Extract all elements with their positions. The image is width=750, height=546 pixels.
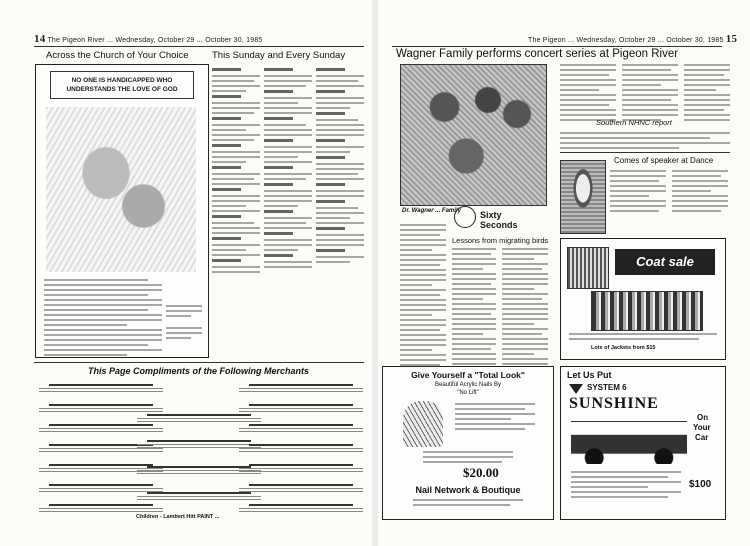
speaker-text-col-2	[672, 170, 728, 215]
coat-ad-caption: Lots of Jackets from $15	[591, 345, 656, 351]
church-listings-col-1	[212, 68, 260, 276]
sub-headline-birds: Lessons from migrating birds	[452, 236, 549, 245]
left-header-rule	[34, 46, 364, 47]
coat-sale-label: Coat sale	[636, 254, 694, 269]
left-folio-text: The Pigeon River ... Wednesday, October 29 ... October 30, 1985	[47, 37, 263, 44]
sunshine-ad-details	[571, 471, 681, 501]
family-photo	[400, 64, 547, 206]
sunshine-ad-car: Car	[695, 433, 709, 442]
main-headline: Wagner Family performs concert series at Pigeon River	[396, 48, 679, 60]
hand-illustration	[403, 401, 443, 447]
nail-ad-sub2: "No Lift"	[457, 390, 479, 396]
compliments-banner: This Page Compliments of the Following Merchants	[88, 366, 310, 376]
side-headline-speaker: Comes of speaker at Dance	[614, 156, 714, 165]
merchant-listing	[36, 384, 166, 394]
sunshine-ad-big: SUNSHINE	[569, 395, 659, 412]
sunshine-ad-system: SYSTEM 6	[587, 383, 627, 392]
nail-ad-business-name: Nail Network & Boutique	[415, 485, 521, 495]
right-article-col-1	[560, 64, 616, 124]
merchant-listing	[36, 424, 166, 434]
car-illustration	[571, 421, 687, 464]
coat-sale-banner	[615, 249, 715, 275]
church-header-left: Across the Church of Your Choice	[46, 50, 189, 61]
right-header-rule	[392, 46, 722, 47]
church-ad-headline-line1: NO ONE IS HANDICAPPED WHO	[71, 77, 173, 84]
sunshine-ad-top: Let Us Put	[567, 370, 612, 380]
left-page-number: 14	[34, 33, 46, 45]
sixty-seconds-logo	[450, 202, 540, 232]
clock-icon	[454, 206, 476, 228]
church-listings-col-3	[316, 68, 364, 266]
church-ad-body-text	[44, 279, 162, 359]
coat-ad-details	[569, 333, 717, 343]
merchant-footer: Children - Lambert Hitt PAINT ...	[136, 514, 220, 520]
left-folio	[34, 33, 263, 45]
merchant-listing	[236, 424, 366, 434]
merchant-listing	[36, 404, 166, 414]
church-ad-illustration	[46, 107, 196, 272]
side-headline-report: Southern NHNC report	[596, 118, 672, 127]
church-ad-headline-line2: UNDERSTANDS THE LOVE OF GOD	[66, 86, 178, 93]
sunshine-ad-your: Your	[693, 423, 711, 432]
compliments-rule-top	[34, 362, 364, 363]
photo-caption: Dr. Wagner ... Family	[402, 208, 461, 214]
right-article-col-2	[622, 64, 678, 124]
nail-ad-headline: Give Yourself a "Total Look"	[411, 370, 525, 380]
right-folio	[528, 33, 737, 45]
right-article-col-3	[684, 64, 730, 124]
nail-network-ad	[382, 366, 554, 520]
side-rule	[560, 152, 730, 153]
merchant-listing	[134, 414, 264, 424]
merchant-listing	[36, 504, 166, 514]
sunshine-ad	[560, 366, 726, 520]
coat-rack-illustration	[591, 291, 703, 331]
church-header-right: This Sunday and Every Sunday	[212, 50, 346, 61]
left-newspaper-page	[0, 0, 372, 546]
nail-ad-address	[423, 451, 513, 466]
sunshine-ad-on: On	[697, 413, 709, 422]
store-logo-box	[567, 247, 609, 289]
coat-sale-ad	[560, 238, 726, 360]
merchant-listing	[236, 404, 366, 414]
nail-ad-sub: Beautiful Acrylic Nails By	[434, 382, 502, 388]
church-ad-side-text	[166, 305, 202, 342]
report-text	[560, 132, 730, 152]
nail-ad-footer	[413, 499, 523, 509]
nail-ad-details	[455, 403, 535, 433]
sixty-seconds-label: Sixty Seconds	[480, 210, 518, 230]
merchant-listing	[236, 504, 366, 514]
church-listings-col-2	[264, 68, 312, 271]
church-ad-box	[35, 64, 209, 358]
merchant-listing	[236, 484, 366, 494]
merchant-listing	[236, 464, 366, 474]
nail-ad-price: $20.00	[463, 465, 499, 480]
right-newspaper-page	[378, 0, 750, 546]
right-page-number: 15	[725, 33, 738, 45]
right-folio-text: The Pigeon ... Wednesday, October 29 ... October 30, 1985	[528, 37, 724, 44]
church-ad-headline	[50, 71, 194, 99]
merchant-listing	[236, 384, 366, 394]
merchant-listing	[236, 444, 366, 454]
speaker-text-col-1	[610, 170, 666, 215]
sunshine-ad-price: $100	[689, 479, 712, 490]
speaker-portrait-photo	[560, 160, 606, 234]
system-logo-icon	[569, 384, 583, 394]
